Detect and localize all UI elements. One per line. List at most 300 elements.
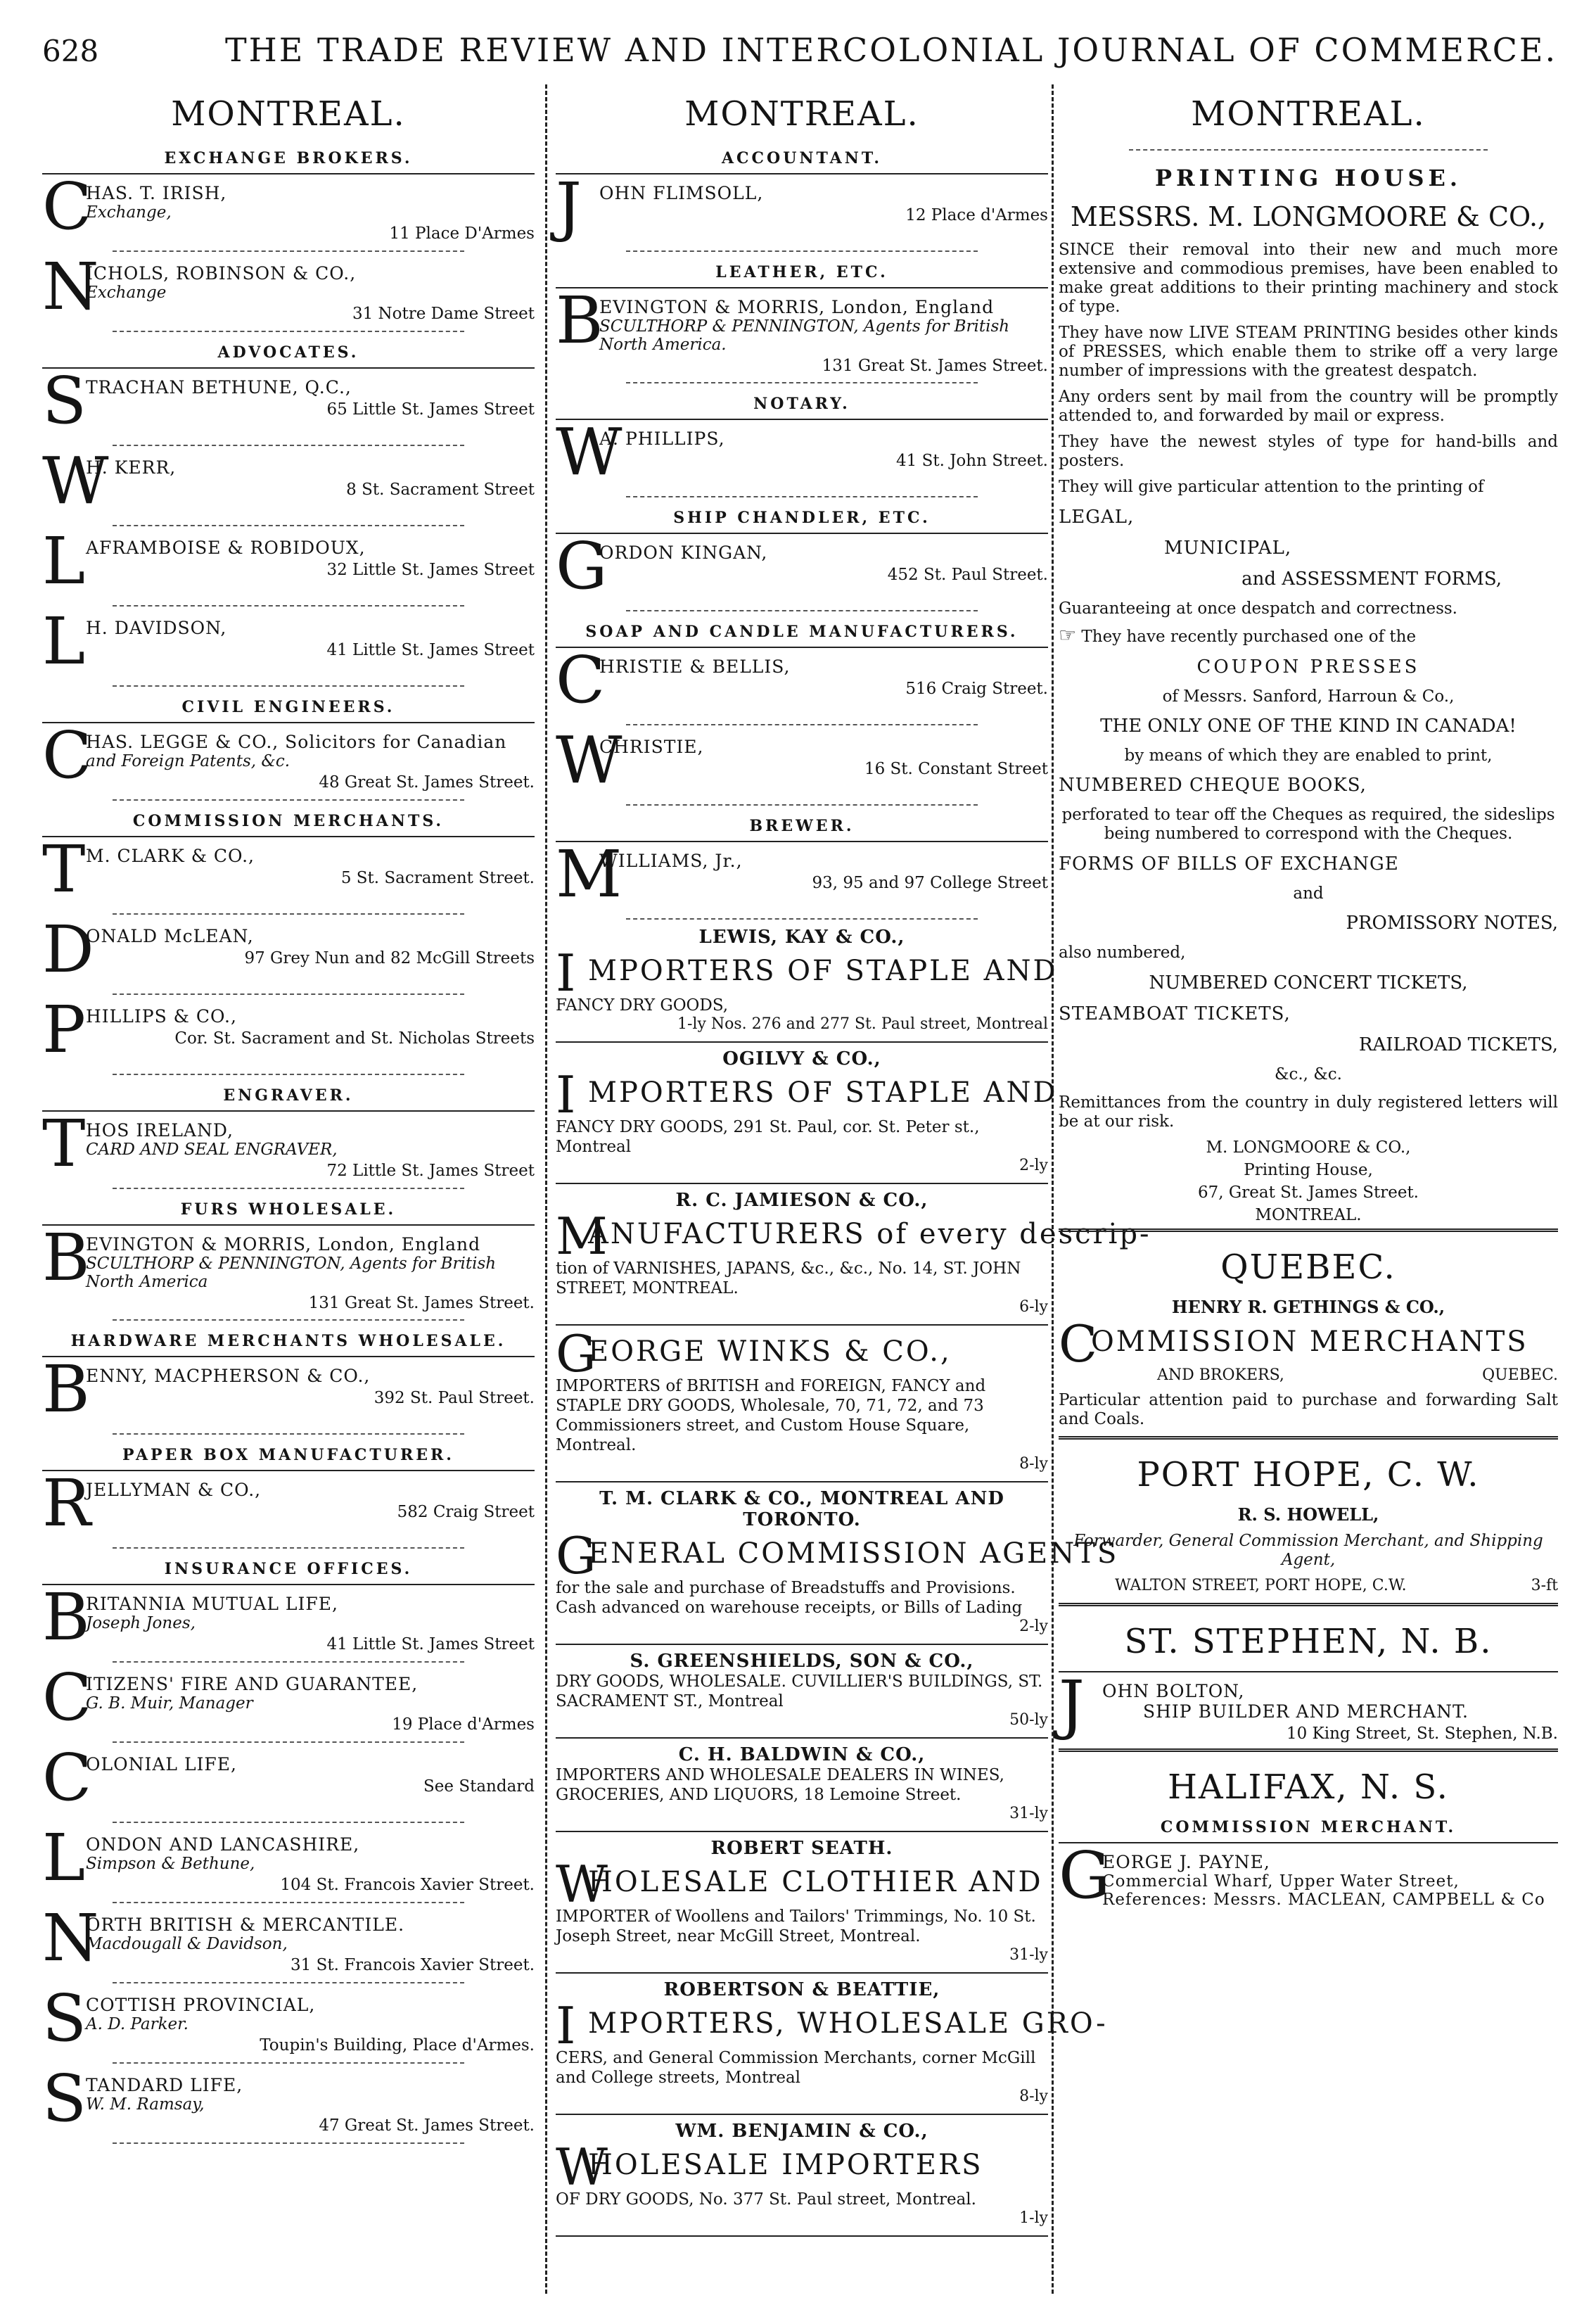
steamboat-tickets: STEAMBOAT TICKETS, — [1059, 1003, 1291, 1024]
drop-cap: M — [556, 1207, 608, 1266]
pointing-hand-icon: ☞ — [1059, 623, 1077, 647]
divider — [113, 1433, 464, 1435]
listing-detail: and Foreign Patents, &c. — [86, 752, 291, 770]
advertiser-name: LEWIS, KAY & CO., — [698, 927, 905, 948]
listing-address: See Standard — [423, 1777, 535, 1796]
section-heading: ADVOCATES. — [217, 343, 359, 362]
divider — [626, 610, 978, 611]
drop-cap: W — [556, 1855, 608, 1914]
divider — [113, 1661, 464, 1663]
listing-name: ITIZENS' FIRE AND GUARANTEE, — [86, 1674, 419, 1694]
advertisement — [556, 1744, 1048, 1822]
listing-address: 31 St. Francois Xavier Street. — [291, 1956, 535, 1974]
listing-address: 11 Place D'Armes — [389, 224, 535, 243]
listing-name: ORDON KINGAN, — [599, 542, 768, 563]
section-heading: LEATHER, ETC. — [715, 263, 888, 281]
column-montreal-directory-1 — [42, 84, 535, 2287]
drop-cap: W — [556, 2138, 608, 2197]
advertiser-name: ROBERT SEATH. — [710, 1838, 893, 1859]
divider — [556, 1831, 1048, 1832]
divider — [556, 647, 1048, 648]
municipal-forms: MUNICIPAL, — [1164, 538, 1292, 559]
divider — [42, 173, 535, 174]
drop-cap: N — [42, 1900, 99, 1976]
directory-listing — [42, 832, 535, 907]
directory-listing — [42, 363, 535, 438]
listing-detail: Joseph Jones, — [86, 1614, 196, 1632]
listing-address: 104 St. Francois Xavier Street. — [280, 1876, 535, 1894]
section-heading: SHIP CHANDLER, ETC. — [673, 509, 931, 527]
section-heading: COMMISSION MERCHANTS. — [132, 812, 445, 830]
drop-cap: S — [42, 2061, 87, 2136]
advertisement — [556, 1048, 1058, 1174]
drop-cap: C — [42, 1740, 92, 1815]
section-heading: BREWER. — [749, 817, 855, 835]
divider — [556, 1737, 1048, 1739]
drop-cap: B — [42, 1580, 90, 1655]
drop-cap: I — [556, 944, 576, 1003]
advertisement — [556, 1838, 1048, 1964]
section-heading: COMMISSION MERCHANT. — [1160, 1818, 1457, 1836]
signature-house: Printing House, — [1244, 1161, 1373, 1179]
listing-address: 48 Great St. James Street. — [319, 773, 535, 792]
listing-name: HOS IRELAND, — [86, 1120, 234, 1141]
ad-code: 2-ly — [1019, 1618, 1048, 1635]
drop-cap: J — [556, 169, 582, 244]
directory-listing — [556, 169, 1048, 244]
directory-listing — [42, 1820, 535, 1896]
listing-name: OLONIAL LIFE, — [86, 1754, 237, 1774]
listing-name: HAS. LEGGE & CO., Solicitors for Canadian — [86, 732, 507, 752]
listing-detail: CARD AND SEAL ENGRAVER, — [86, 1141, 338, 1159]
listing-references: References: Messrs. MACLEAN, CAMPBELL & Co — [1102, 1891, 1545, 1909]
port-hope-code: 3-ft — [1531, 1577, 1558, 1594]
divider — [556, 533, 1048, 534]
listing-name: WILLIAMS, Jr., — [599, 851, 743, 871]
listing-detail: Simpson & Bethune, — [86, 1855, 255, 1873]
divider — [42, 1110, 535, 1112]
listing-address: 41 Little St. James Street — [326, 1635, 535, 1653]
advertiser-name: C. H. BALDWIN & CO., — [678, 1744, 926, 1765]
drop-cap: G — [556, 528, 608, 604]
assessment-forms: and ASSESSMENT FORMS, — [1241, 569, 1502, 590]
listing-name: OHN BOLTON, — [1102, 1681, 1245, 1701]
listing-detail: SCULTHORP & PENNINGTON, Agents for British North America. — [599, 317, 1010, 354]
listing-address: 582 Craig Street — [397, 1503, 535, 1521]
ad-text: tion of VARNISHES, JAPANS, &c., &c., No. 14, ST. JOHN STREET, MONTREAL. — [556, 1259, 1021, 1297]
quebec-subline — [1157, 1366, 1558, 1384]
divider — [556, 1183, 1048, 1184]
listing-name: ORTH BRITISH & MERCANTILE. — [86, 1915, 405, 1935]
advertiser-name: OGILVY & CO., — [722, 1048, 881, 1069]
coupon-makers: of Messrs. Sanford, Harroun & Co., — [1162, 687, 1455, 706]
printing-paragraph: Any orders sent by mail from the country will be promptly attended to, and forwarded by mail or express. — [1059, 388, 1558, 425]
drop-cap: I — [556, 1065, 576, 1124]
divider — [113, 799, 464, 801]
coupon-presses: COUPON PRESSES — [1196, 656, 1420, 678]
drop-cap: B — [556, 283, 604, 358]
promissory-notes: PROMISSORY NOTES, — [1346, 913, 1558, 934]
listing-name: ONALD McLEAN, — [86, 926, 254, 946]
directory-listing — [42, 1660, 535, 1735]
page-title: THE TRADE REVIEW AND INTERCOLONIAL JOURNAL OF COMMERCE. — [225, 31, 1558, 69]
listing-detail: G. B. Muir, Manager — [86, 1694, 253, 1713]
listing-address: 47 Great St. James Street. — [319, 2116, 535, 2135]
port-hope-firm: R. S. HOWELL, — [1237, 1504, 1379, 1525]
printing-firm-name: MESSRS. M. LONGMOORE & CO., — [1070, 201, 1547, 232]
divider — [556, 1481, 1048, 1482]
listing-name: M. CLARK & CO., — [86, 846, 255, 866]
directory-listing — [556, 283, 1048, 375]
drop-cap: W — [556, 723, 623, 798]
signature-address: 67, Great St. James Street. — [1198, 1183, 1419, 1202]
divider — [113, 1547, 464, 1549]
drop-cap: T — [42, 832, 86, 907]
remittances-line: Remittances from the country in duly registered letters will be at our risk. — [1059, 1093, 1558, 1131]
divider — [113, 2062, 464, 2064]
bills-of-exchange: FORMS OF BILLS OF EXCHANGE — [1059, 853, 1399, 875]
listing-name: COTTISH PROVINCIAL, — [86, 1995, 316, 2015]
listing-name: OHN FLIMSOLL, — [599, 183, 764, 203]
listing-name: ONDON AND LANCASHIRE, — [86, 1834, 360, 1855]
headline-text: ENERAL COMMISSION AGENTS — [588, 1537, 1119, 1570]
etc-line: &c., &c. — [1275, 1065, 1342, 1084]
listing-address: 19 Place d'Armes — [392, 1715, 535, 1734]
directory-listing — [42, 443, 535, 519]
section-heading: SOAP AND CANDLE MANUFACTURERS. — [585, 623, 1019, 641]
listing-name: EORGE J. PAYNE, — [1102, 1852, 1270, 1872]
drop-cap: P — [42, 992, 86, 1067]
directory-listing — [556, 837, 1048, 912]
divider — [1059, 1436, 1558, 1440]
advertisement — [556, 1651, 1048, 1729]
directory-sections — [556, 149, 1048, 920]
divider — [626, 496, 978, 497]
listing-address: 97 Grey Nun and 82 McGill Streets — [244, 949, 535, 967]
quebec-title: QUEBEC. — [1220, 1247, 1396, 1287]
headline-text: HOLESALE CLOTHIER AND — [588, 1866, 1043, 1898]
divider — [42, 836, 535, 837]
divider — [1059, 1228, 1558, 1232]
divider — [113, 1822, 464, 1823]
drop-cap: L — [42, 1820, 86, 1896]
directory-listing — [42, 1352, 535, 1427]
listing-address: Cor. St. Sacrament and St. Nicholas Streets — [174, 1029, 535, 1048]
divider — [556, 2114, 1048, 2115]
guarantee-line: Guaranteeing at once despatch and correctness. — [1059, 599, 1457, 618]
divider — [113, 1741, 464, 1743]
drop-cap: L — [42, 523, 86, 599]
divider — [42, 1470, 535, 1471]
listing-name: H. DAVIDSON, — [86, 618, 227, 638]
listing-address: 392 St. Paul Street. — [374, 1389, 535, 1407]
advertiser-name: T. M. CLARK & CO., MONTREAL AND TORONTO. — [599, 1488, 1004, 1530]
divider — [1059, 1748, 1558, 1752]
listing-address: 65 Little St. James Street — [326, 400, 535, 419]
pointing-hand-icon-line — [1059, 623, 1558, 647]
listing-address: 452 St. Paul Street. — [887, 566, 1048, 584]
advertisement — [556, 1190, 1151, 1316]
printing-house-heading: PRINTING HOUSE. — [1154, 165, 1462, 191]
divider — [113, 1982, 464, 1983]
directory-listing — [42, 2061, 535, 2136]
quebec-place: QUEBEC. — [1482, 1366, 1558, 1384]
column-title: MONTREAL. — [171, 94, 406, 134]
listing-address: Commercial Wharf, Upper Water Street, — [1102, 1872, 1460, 1891]
headline-text: OMMISSION MERCHANTS — [1091, 1326, 1528, 1358]
ad-code: 31-ly — [1009, 1805, 1048, 1822]
divider — [42, 1224, 535, 1226]
listing-name: ICHOLS, ROBINSON & CO., — [86, 263, 357, 284]
directory-listing — [42, 169, 535, 244]
ad-code: 50-ly — [1009, 1711, 1048, 1729]
divider — [556, 1324, 1048, 1326]
drop-cap: N — [42, 249, 99, 324]
listing-detail: Exchange — [86, 284, 167, 302]
divider — [1059, 1603, 1558, 1606]
port-hope-address-line — [1115, 1577, 1558, 1594]
section-heading: NOTARY. — [753, 395, 850, 413]
ad-code: 31-ly — [1009, 1946, 1048, 1964]
port-hope-text: Forwarder, General Commission Merchant, and Shipping Agent, — [1073, 1532, 1543, 1569]
section-heading: FURS WHOLESALE. — [180, 1200, 397, 1219]
listing-address: 131 Great St. James Street. — [308, 1294, 535, 1312]
drop-cap: C — [1059, 1314, 1098, 1373]
divider — [113, 1319, 464, 1321]
signature-city: MONTREAL. — [1255, 1206, 1362, 1224]
listing-address: 516 Craig Street. — [905, 680, 1048, 698]
listing-address: 131 Great St. James Street. — [822, 357, 1048, 375]
divider — [1059, 1671, 1558, 1672]
listing-name: RITANNIA MUTUAL LIFE, — [86, 1594, 338, 1614]
listing-name: TANDARD LIFE, — [86, 2075, 243, 2095]
divider — [556, 841, 1048, 842]
divider — [556, 1644, 1048, 1645]
directory-listing — [42, 1900, 535, 1976]
drop-cap: D — [42, 912, 94, 987]
listing-name: CHRISTIE, — [599, 737, 704, 757]
railroad-tickets: RAILROAD TICKETS, — [1358, 1034, 1558, 1055]
divider — [556, 287, 1048, 288]
quebec-headline — [1059, 1314, 1558, 1373]
section-heading: HARDWARE MERCHANTS WHOLESALE. — [70, 1332, 506, 1350]
directory-listing — [42, 604, 535, 679]
drop-cap: L — [42, 604, 86, 679]
listing-address: 8 St. Sacrament Street — [346, 481, 535, 499]
also-numbered: also numbered, — [1059, 944, 1186, 962]
divider — [42, 722, 535, 723]
divider — [113, 993, 464, 995]
listing-address: 93, 95 and 97 College Street — [812, 874, 1048, 892]
listing-address: 5 St. Sacrament Street. — [340, 869, 535, 887]
divider — [556, 1041, 1048, 1043]
ad-text: for the sale and purchase of Breadstuffs and Provisions. Cash advanced on warehouse receipts, or Bills of Lading — [556, 1579, 1023, 1617]
divider — [42, 367, 535, 369]
directory-listing — [42, 1981, 535, 2056]
drop-cap: J — [1059, 1667, 1085, 1742]
divider — [626, 724, 978, 725]
divider — [113, 685, 464, 687]
drop-cap: M — [556, 837, 623, 912]
listing-name: HILLIPS & CO., — [86, 1006, 237, 1027]
divider — [113, 1074, 464, 1075]
directory-listing — [556, 642, 1048, 718]
listing-name: A. PHILLIPS, — [599, 428, 725, 449]
listing-detail: Macdougall & Davidson, — [86, 1935, 288, 1953]
column-montreal-printing — [1059, 84, 1558, 2287]
listing-name: EVINGTON & MORRIS, London, England — [599, 297, 995, 317]
advertisement — [556, 927, 1058, 1033]
halifax-title: HALIFAX, N. S. — [1168, 1767, 1449, 1807]
directory-listing — [42, 992, 535, 1067]
concert-tickets: NUMBERED CONCERT TICKETS, — [1149, 972, 1468, 993]
headline-text: HOLESALE IMPORTERS — [588, 2149, 983, 2181]
listing-address: 32 Little St. James Street — [326, 561, 535, 579]
ad-code: 8-ly — [1019, 2088, 1048, 2105]
listing-trade: SHIP BUILDER AND MERCHANT. — [1143, 1701, 1469, 1722]
advertiser-name: ROBERTSON & BEATTIE, — [663, 1979, 940, 2000]
divider — [113, 1902, 464, 1903]
ad-headline — [556, 944, 1058, 1003]
headline-text: ANUFACTURERS of every descrip- — [588, 1218, 1151, 1250]
directory-sections — [42, 149, 535, 2144]
column-rule-2 — [1052, 84, 1054, 2294]
listing-address: 41 St. John Street. — [896, 452, 1048, 470]
ad-headline — [556, 1207, 1151, 1266]
perforated-line: perforated to tear off the Cheques as required, the sideslips being numbered to correspond with the Cheques. — [1061, 806, 1555, 843]
ad-headline — [556, 1324, 1048, 1383]
drop-cap: G — [1059, 1838, 1111, 1913]
ad-headline — [556, 1996, 1108, 2055]
ad-text: IMPORTERS of BRITISH and FOREIGN, FANCY and STAPLE DRY GOODS, Wholesale, 70, 71, 72, and 73 Commissioners street, and Custom House Square, Montreal. — [556, 1377, 986, 1454]
ad-code: 1-ly — [1019, 2209, 1048, 2227]
ad-code: 1-ly Nos. 276 and 277 St. Paul street, Montreal — [677, 1015, 1048, 1033]
ad-headline — [556, 1065, 1058, 1124]
headline-text: MPORTERS OF STAPLE AND — [588, 1077, 1058, 1109]
directory-listing — [556, 723, 1048, 798]
drop-cap: B — [42, 1352, 90, 1427]
advertiser-name: WM. BENJAMIN & CO., — [675, 2121, 928, 2142]
st-stephen-listing — [1059, 1667, 1558, 1743]
listing-name: H. KERR, — [86, 457, 177, 478]
advertiser-name: S. GREENSHIELDS, SON & CO., — [630, 1651, 974, 1672]
legal-forms: LEGAL, — [1059, 507, 1135, 528]
listing-detail: A. D. Parker. — [86, 2015, 189, 2033]
listing-name: TRACHAN BETHUNE, Q.C., — [86, 377, 352, 398]
listing-name: HAS. T. IRISH, — [86, 183, 227, 203]
section-heading: CIVIL ENGINEERS. — [181, 698, 395, 716]
directory-listing — [42, 1466, 535, 1541]
drop-cap: R — [42, 1466, 91, 1541]
directory-listing — [42, 1740, 535, 1815]
printing-paragraph: They have now LIVE STEAM PRINTING besides other kinds of PRESSES, which enable them to strike off a very large number of impressions with the greatest despatch. — [1059, 324, 1558, 380]
headline-text: MPORTERS, WHOLESALE GRO- — [588, 2007, 1108, 2040]
drop-cap: S — [42, 363, 87, 438]
cheque-books: NUMBERED CHEQUE BOOKS, — [1059, 775, 1367, 796]
ad-text: OF DRY GOODS, No. 377 St. Paul street, Montreal. — [556, 2190, 976, 2209]
directory-listing — [42, 523, 535, 599]
page-header — [42, 28, 1558, 77]
drop-cap: C — [556, 642, 606, 718]
directory-listing — [556, 414, 1048, 490]
divider — [113, 913, 464, 915]
section-heading: PAPER BOX MANUFACTURER. — [122, 1446, 454, 1464]
coupon-intro: They have recently purchased one of the — [1081, 628, 1417, 646]
headline-text: EORGE WINKS & CO., — [588, 1335, 952, 1368]
divider — [113, 525, 464, 526]
column-rule-1 — [545, 84, 547, 2294]
column-title: MONTREAL. — [1191, 94, 1426, 134]
page-number: 628 — [42, 34, 99, 68]
advertiser-name: R. C. JAMIESON & CO., — [675, 1190, 928, 1211]
section-heading: EXCHANGE BROKERS. — [164, 149, 413, 167]
listing-address: Toupin's Building, Place d'Armes. — [260, 2036, 535, 2055]
listing-address: 10 King Street, St. Stephen, N.B. — [1286, 1725, 1558, 1743]
divider — [113, 2142, 464, 2144]
drop-cap: W — [42, 443, 109, 519]
listing-address: 72 Little St. James Street — [326, 1162, 535, 1180]
printing-paragraph: SINCE their removal into their new and much more extensive and commodious premises, have been enabled to make great additions to their printing machinery and stock of type. — [1059, 241, 1558, 316]
divider — [1129, 149, 1488, 151]
divider — [556, 2235, 1048, 2237]
st-stephen-title: ST. STEPHEN, N. B. — [1124, 1622, 1493, 1661]
divider — [113, 605, 464, 607]
drop-cap: W — [556, 414, 623, 490]
advertisement — [556, 1324, 1048, 1473]
printing-paragraph: They have the newest styles of type for hand-bills and posters. — [1059, 433, 1558, 470]
drop-cap: S — [42, 1981, 87, 2056]
only-one-in-canada: THE ONLY ONE OF THE KIND IN CANADA! — [1100, 716, 1517, 737]
listing-address: 31 Notre Dame Street — [352, 305, 535, 323]
ad-code: 2-ly — [1019, 1157, 1048, 1174]
listing-name: AFRAMBOISE & ROBIDOUX, — [86, 538, 366, 558]
divider — [1059, 1842, 1558, 1843]
drop-cap: G — [556, 1526, 596, 1585]
divider — [626, 804, 978, 806]
divider — [113, 445, 464, 446]
quebec-text: Particular attention paid to purchase and forwarding Salt and Coals. — [1059, 1391, 1558, 1428]
drop-cap: C — [42, 169, 92, 244]
ad-text: CERS, and General Commission Merchants, corner McGill and College streets, Montreal — [556, 2049, 1036, 2087]
section-heading: INSURANCE OFFICES. — [164, 1560, 413, 1578]
listing-name: ENNY, MACPHERSON & CO., — [86, 1366, 371, 1386]
divider — [113, 1188, 464, 1189]
drop-cap: G — [556, 1324, 596, 1383]
section-heading: ENGRAVER. — [223, 1086, 354, 1105]
listing-address: 41 Little St. James Street — [326, 641, 535, 659]
listing-detail: Exchange, — [86, 203, 172, 222]
ad-text: DRY GOODS, WHOLESALE. CUVILLIER'S BUILDINGS, ST. SACRAMENT ST., Montreal — [556, 1672, 1043, 1710]
divider — [626, 250, 978, 252]
printing-paragraph: They will give particular attention to the printing of — [1059, 478, 1484, 496]
means-line: by means of which they are enabled to print, — [1124, 747, 1493, 765]
ad-text: IMPORTERS AND WHOLESALE DEALERS IN WINES, GROCERIES, AND LIQUORS, 18 Lemoine Street. — [556, 1766, 1004, 1804]
and-line: and — [1293, 884, 1324, 903]
divider — [556, 173, 1048, 174]
ad-code: 6-ly — [1019, 1298, 1048, 1316]
ad-text: IMPORTER of Woollens and Tailors' Trimmings, No. 10 St. Joseph Street, near McGill Street, Montreal. — [556, 1907, 1036, 1945]
directory-listing — [42, 1220, 535, 1312]
drop-cap: C — [42, 1660, 92, 1735]
drop-cap: T — [42, 1106, 86, 1181]
advertisement — [556, 1488, 1119, 1635]
ad-headline — [556, 2138, 1048, 2197]
divider — [113, 331, 464, 332]
ad-text: FANCY DRY GOODS, — [556, 996, 729, 1015]
divider — [42, 1584, 535, 1585]
divider — [42, 1356, 535, 1357]
advertisement — [556, 1979, 1108, 2105]
